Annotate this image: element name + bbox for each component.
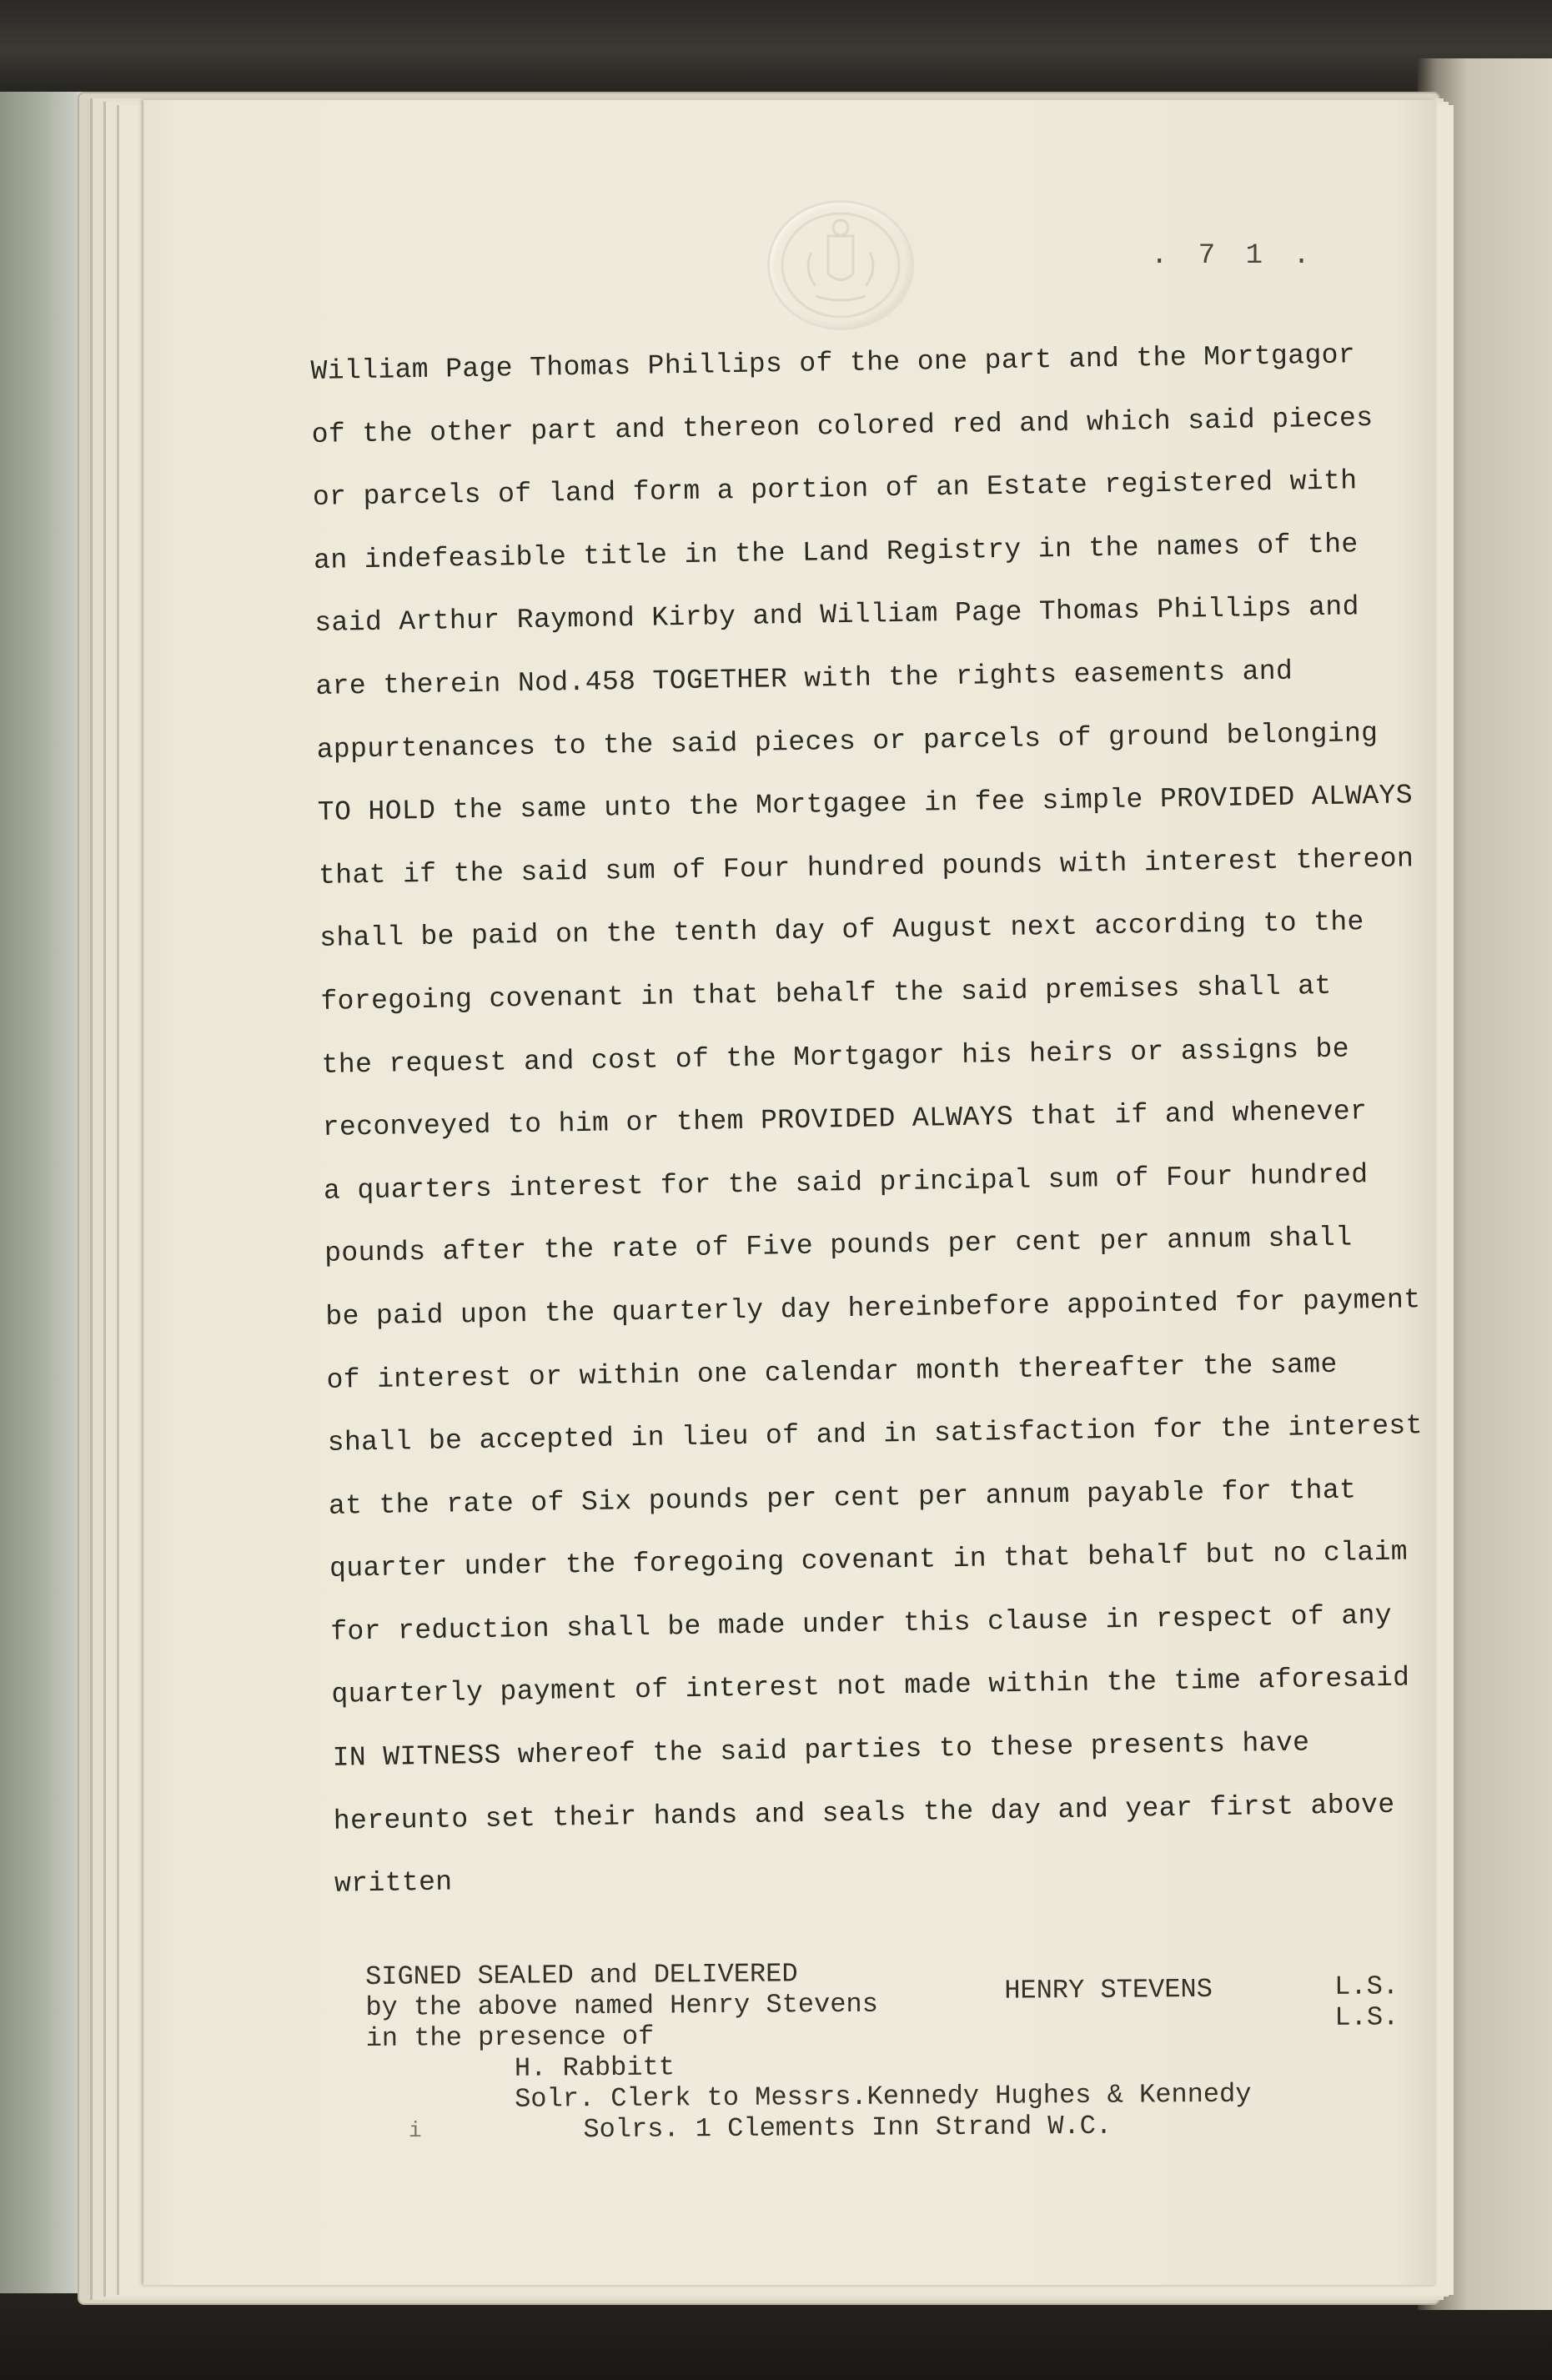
text-line: written <box>334 1866 453 1900</box>
text-line: are therein Nod.458 TOGETHER with the rights easements and <box>315 655 1293 702</box>
witness-name: H. Rabbitt <box>514 2051 676 2084</box>
solicitor-address-line: Solrs. 1 Clements Inn Strand W.C. <box>583 2110 1113 2146</box>
text-line: an indefeasible title in the Land Registry in the names of the <box>313 529 1359 576</box>
text-line: the request and cost of the Mortgagor his heirs or assigns be <box>321 1033 1350 1081</box>
text-line: quarterly payment of interest not made within the time aforesaid <box>331 1662 1410 1711</box>
text-line: William Page Thomas Phillips of the one part and the Mortgagor <box>310 339 1356 387</box>
text-line: shall be paid on the tenth day of August next according to the <box>319 906 1365 955</box>
text-line: quarter under the foregoing covenant in that behalf but no claim <box>329 1536 1409 1585</box>
book-binding-left <box>0 92 92 2293</box>
text-line: a quarters interest for the said principal sum of Four hundred <box>323 1158 1369 1207</box>
text-line: pounds after the rate of Five pounds per cent per annum shall <box>324 1222 1353 1270</box>
text-line: that if the said sum of Four hundred pounds with interest thereon <box>318 843 1414 891</box>
presence-label: in the presence of <box>365 2021 655 2054</box>
ls-mark: L.S. <box>1334 2001 1399 2033</box>
text-line: reconveyed to him or them PROVIDED ALWAYS that if and whenever <box>322 1096 1368 1144</box>
signed-by-label: by the above named Henry Stevens <box>365 1988 879 2023</box>
margin-mark: i <box>409 2118 422 2143</box>
signatory-name: HENRY STEVENS <box>1004 1973 1213 2006</box>
text-line: TO HOLD the same unto the Mortgagee in fee simple PROVIDED ALWAYS <box>317 780 1414 829</box>
text-line: for reduction shall be made under this clause in respect of any <box>330 1599 1393 1648</box>
ls-mark: L.S. <box>1334 1971 1399 2002</box>
locus-sigilli <box>1334 1971 1399 2033</box>
text-line: of interest or within one calendar month thereafter the same <box>326 1348 1338 1396</box>
text-line: IN WITNESS whereof the said parties to these presents have <box>332 1727 1310 1774</box>
solicitor-clerk-line: Solr. Clerk to Messrs.Kennedy Hughes & Kennedy <box>515 2078 1252 2115</box>
text-line: of the other part and thereon colored red and which said pieces <box>311 402 1374 450</box>
text-line: or parcels of land form a portion of an Estate registered with <box>312 465 1358 514</box>
text-line: be paid upon the quarterly day hereinbefore appointed for payment <box>325 1284 1421 1333</box>
page-number: . 7 1 . <box>1151 240 1317 272</box>
text-line: foregoing covenant in that behalf the said premises shall at <box>320 970 1332 1017</box>
text-line: shall be accepted in lieu of and in satisfaction for the interest <box>327 1410 1424 1459</box>
text-line: appurtenances to the said pieces or parcels of ground belonging <box>316 717 1379 766</box>
coat-of-arms-emboss-icon <box>770 203 912 328</box>
signed-sealed-label: SIGNED SEALED and DELIVERED <box>365 1958 798 1992</box>
embossed-seal-icon <box>767 200 914 330</box>
text-line: said Arthur Raymond Kirby and William Page Thomas Phillips and <box>314 591 1360 640</box>
deed-body-text <box>310 323 1444 1916</box>
signature-block <box>365 1954 1409 2147</box>
text-line: hereunto set their hands and seals the day and year first above <box>333 1789 1395 1837</box>
text-line: at the rate of Six pounds per cent per annum payable for that <box>328 1474 1357 1522</box>
